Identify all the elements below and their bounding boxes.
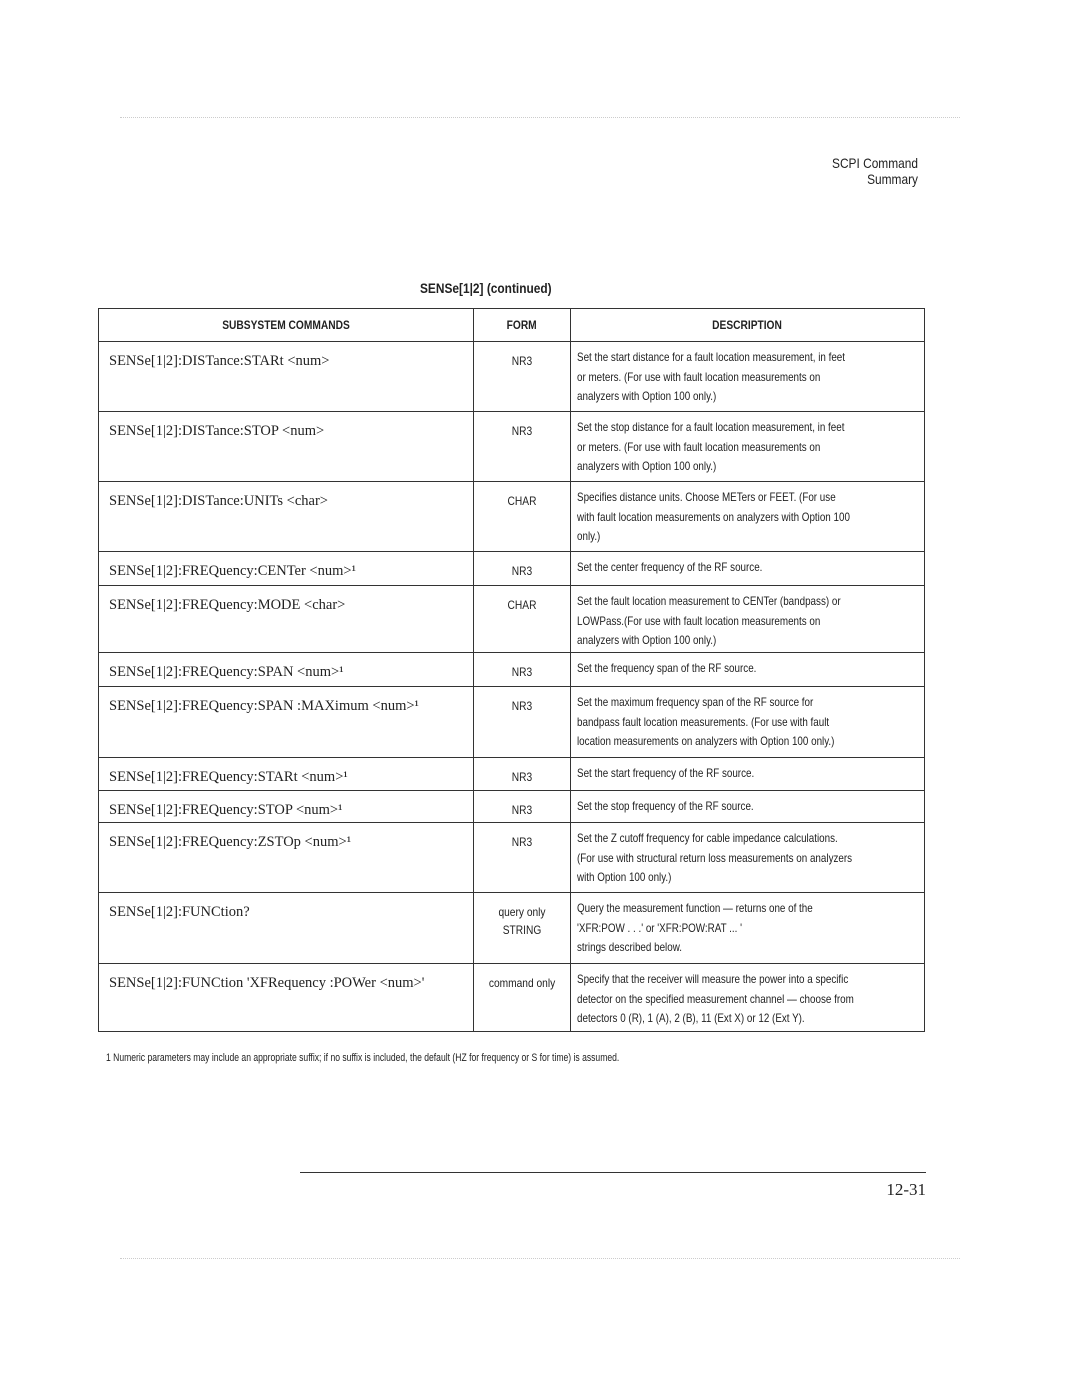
table-row [99, 482, 925, 552]
description-line: Set the stop frequency of the RF source. [577, 799, 754, 813]
description-cell [571, 964, 925, 1032]
description-line: detectors 0 (R), 1 (A), 2 (B), 11 (Ext X) or 12 (Ext Y). [577, 1011, 805, 1025]
form-cell [474, 893, 571, 964]
description-line: location measurements on analyzers with Option 100 only.) [577, 734, 835, 748]
command-cell: SENSe[1|2]:FREQuency:MODE <char> [99, 586, 474, 653]
form-cell [474, 687, 571, 758]
description-line: Query the measurement function — returns one of the [577, 901, 813, 915]
description-line: analyzers with Option 100 only.) [577, 633, 717, 647]
form-value: NR3 [511, 835, 533, 849]
form-value: NR3 [511, 424, 533, 438]
table-row [99, 964, 925, 1032]
description-line: (For use with structural return loss measurements on analyzers [577, 850, 853, 865]
description-line: or meters. (For use with fault location measurements on [577, 439, 821, 454]
form-value: NR3 [511, 564, 533, 578]
form-value: NR3 [511, 770, 533, 784]
description-line: Specify that the receiver will measure the power into a specific [577, 972, 849, 986]
description-line: detector on the specified measurement channel — choose from [577, 991, 854, 1006]
form-value: CHAR [507, 494, 537, 508]
form-cell [474, 586, 571, 653]
description-line: 'XFR:POW . . .' or 'XFR:POW:RAT ... ' [577, 920, 742, 935]
description-line: Set the stop distance for a fault location measurement, in feet [577, 420, 845, 434]
form-cell [474, 412, 571, 482]
command-cell: SENSe[1|2]:FUNCtion? [99, 893, 474, 964]
footer-rule [300, 1172, 926, 1173]
form-cell [474, 653, 571, 687]
description-line: Set the maximum frequency span of the RF source for [577, 695, 814, 709]
table-row [99, 758, 925, 791]
description-cell [571, 791, 925, 823]
form-value: CHAR [507, 598, 537, 612]
description-line: bandpass fault location measurements. (For use with fault [577, 714, 830, 729]
scan-edge [120, 1258, 960, 1259]
table-row [99, 893, 925, 964]
description-line: Set the start frequency of the RF source. [577, 766, 755, 780]
running-title: SCPI Command Summary [832, 155, 918, 187]
description-cell [571, 823, 925, 893]
form-value: NR3 [511, 803, 533, 817]
form-cell [474, 758, 571, 791]
form-cell [474, 552, 571, 586]
form-value: NR3 [511, 665, 533, 679]
description-line: only.) [577, 529, 601, 543]
form-value: NR3 [511, 354, 533, 368]
description-line: with Option 100 only.) [577, 870, 672, 884]
table-row [99, 412, 925, 482]
form-cell [474, 964, 571, 1032]
footnote: 1 Numeric parameters may include an appropriate suffix; if no suffix is included, the default (HZ for frequency or S for time) is assumed. [106, 1052, 620, 1064]
command-cell: SENSe[1|2]:FREQuency:STARt <num>¹ [99, 758, 474, 791]
table-row [99, 342, 925, 412]
description-line: or meters. (For use with fault location measurements on [577, 369, 821, 384]
description-cell [571, 342, 925, 412]
description-cell [571, 412, 925, 482]
description-line: Set the center frequency of the RF source. [577, 560, 763, 574]
description-cell [571, 482, 925, 552]
description-line: analyzers with Option 100 only.) [577, 389, 717, 403]
description-line: Specifies distance units. Choose METers or FEET. (For use [577, 490, 836, 504]
table-row [99, 791, 925, 823]
col-header-description: DESCRIPTION [571, 309, 925, 342]
description-line: Set the fault location measurement to CENTer (bandpass) or [577, 594, 841, 608]
table-row [99, 823, 925, 893]
table-row [99, 552, 925, 586]
description-line: Set the Z cutoff frequency for cable impedance calculations. [577, 831, 838, 845]
command-table [98, 308, 925, 1032]
description-cell [571, 758, 925, 791]
section-title: SENSe[1|2] (continued) [420, 280, 552, 296]
form-cell [474, 791, 571, 823]
command-cell: SENSe[1|2]:FREQuency:ZSTOp <num>¹ [99, 823, 474, 893]
command-cell: SENSe[1|2]:FREQuency:SPAN :MAXimum <num>¹ [99, 687, 474, 758]
form-cell [474, 342, 571, 412]
form-value: NR3 [511, 699, 533, 713]
description-cell [571, 586, 925, 653]
description-cell [571, 687, 925, 758]
description-cell [571, 893, 925, 964]
command-cell: SENSe[1|2]:DISTance:STARt <num> [99, 342, 474, 412]
col-header-form: FORM [474, 309, 571, 342]
description-line: with fault location measurements on analyzers with Option 100 [577, 509, 850, 524]
description-line: strings described below. [577, 940, 683, 954]
description-line: analyzers with Option 100 only.) [577, 459, 717, 473]
description-line: Set the frequency span of the RF source. [577, 661, 757, 675]
command-cell: SENSe[1|2]:FREQuency:STOP <num>¹ [99, 791, 474, 823]
command-cell: SENSe[1|2]:FUNCtion 'XFRequency :POWer <num>' [99, 964, 474, 1032]
scan-edge [120, 117, 960, 118]
form-cell [474, 823, 571, 893]
description-cell [571, 653, 925, 687]
table-row [99, 687, 925, 758]
command-cell: SENSe[1|2]:DISTance:STOP <num> [99, 412, 474, 482]
form-cell [474, 482, 571, 552]
table-row [99, 653, 925, 687]
command-cell: SENSe[1|2]:FREQuency:SPAN <num>¹ [99, 653, 474, 687]
form-value: command only [488, 976, 556, 990]
col-header-commands: SUBSYSTEM COMMANDS [99, 309, 474, 342]
description-cell [571, 552, 925, 586]
description-line: Set the start distance for a fault location measurement, in feet [577, 350, 846, 364]
command-cell: SENSe[1|2]:FREQuency:CENTer <num>¹ [99, 552, 474, 586]
page-number: 12-31 [886, 1180, 926, 1199]
command-cell: SENSe[1|2]:DISTance:UNITs <char> [99, 482, 474, 552]
table-row [99, 586, 925, 653]
description-line: LOWPass.(For use with fault location measurements on [577, 613, 821, 628]
form-value: query only STRING [498, 905, 546, 937]
